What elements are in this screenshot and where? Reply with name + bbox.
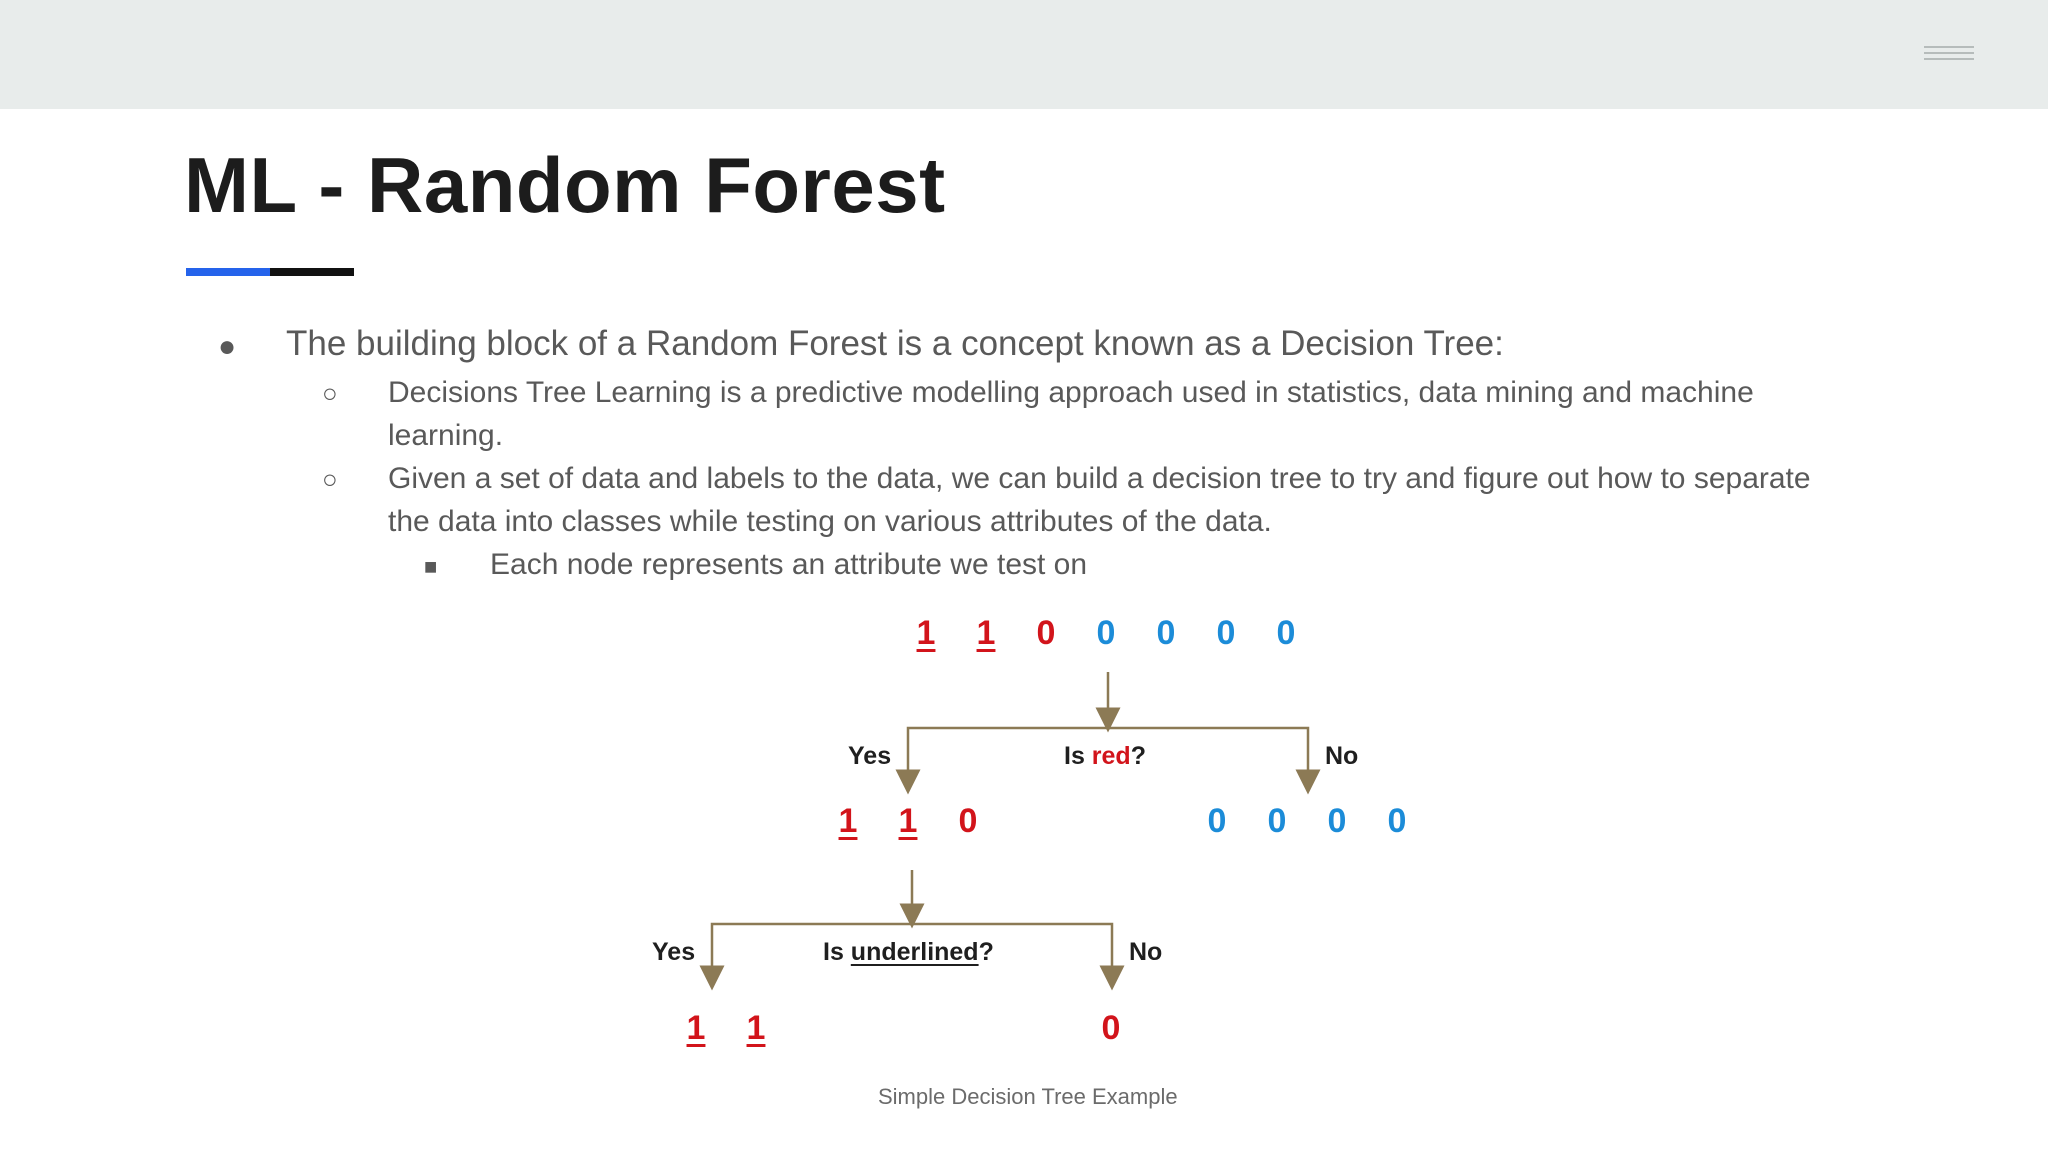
yes-label-2: Yes xyxy=(652,938,696,966)
left-value-2: 1 xyxy=(898,802,918,840)
root-value-7: 0 xyxy=(1276,614,1296,652)
slide-title: ML - Random Forest xyxy=(184,141,946,229)
leaf-left-value-1: 1 xyxy=(686,1009,706,1047)
bullet-main-text: The building block of a Random Forest is a concept known as a Decision Tree: xyxy=(286,324,1504,363)
root-value-1: 1 xyxy=(916,614,936,652)
leaf-right-value-1: 0 xyxy=(1101,1009,1121,1047)
root-value-2: 1 xyxy=(976,614,996,652)
root-value-6: 0 xyxy=(1216,614,1236,652)
yes-label-1: Yes xyxy=(848,742,892,770)
root-value-4: 0 xyxy=(1096,614,1116,652)
bullet-marker-level1: ● xyxy=(218,330,237,363)
bullet-marker-level2: ○ xyxy=(322,464,338,494)
decision-tree-diagram xyxy=(652,600,1460,1150)
root-value-3: 0 xyxy=(1036,614,1056,652)
title-underline-accent xyxy=(186,268,354,276)
left-value-1: 1 xyxy=(838,802,858,840)
no-label-1: No xyxy=(1325,742,1359,770)
tree-connector-lines xyxy=(660,600,1460,1150)
sub-bullet-2-line2: the data into classes while testing on various attributes of the data. xyxy=(388,505,1272,538)
question-2-label: Is underlined? xyxy=(823,938,994,966)
bullet-marker-level3: ■ xyxy=(424,554,438,579)
sub-sub-bullet-text: Each node represents an attribute we test on xyxy=(490,548,1088,581)
sub-bullet-2-line1: Given a set of data and labels to the data, we can build a decision tree to try and figure out how to separate xyxy=(388,462,1811,495)
diagram-caption: Simple Decision Tree Example xyxy=(878,1084,1178,1109)
right-value-2: 0 xyxy=(1267,802,1287,840)
root-value-5: 0 xyxy=(1156,614,1176,652)
sub-bullet-1-line2: learning. xyxy=(388,419,504,452)
left-value-3: 0 xyxy=(958,802,978,840)
no-label-2: No xyxy=(1129,938,1163,966)
hamburger-menu-icon[interactable] xyxy=(1924,44,1976,66)
right-value-1: 0 xyxy=(1207,802,1227,840)
right-value-3: 0 xyxy=(1327,802,1347,840)
bullet-marker-level2: ○ xyxy=(322,378,338,408)
right-value-4: 0 xyxy=(1387,802,1407,840)
sub-bullet-1-line1: Decisions Tree Learning is a predictive modelling approach used in statistics, data mining and machine xyxy=(388,376,1754,409)
top-bar xyxy=(0,0,2048,109)
leaf-left-value-2: 1 xyxy=(746,1009,766,1047)
question-1-label: Is red? xyxy=(1064,742,1146,770)
